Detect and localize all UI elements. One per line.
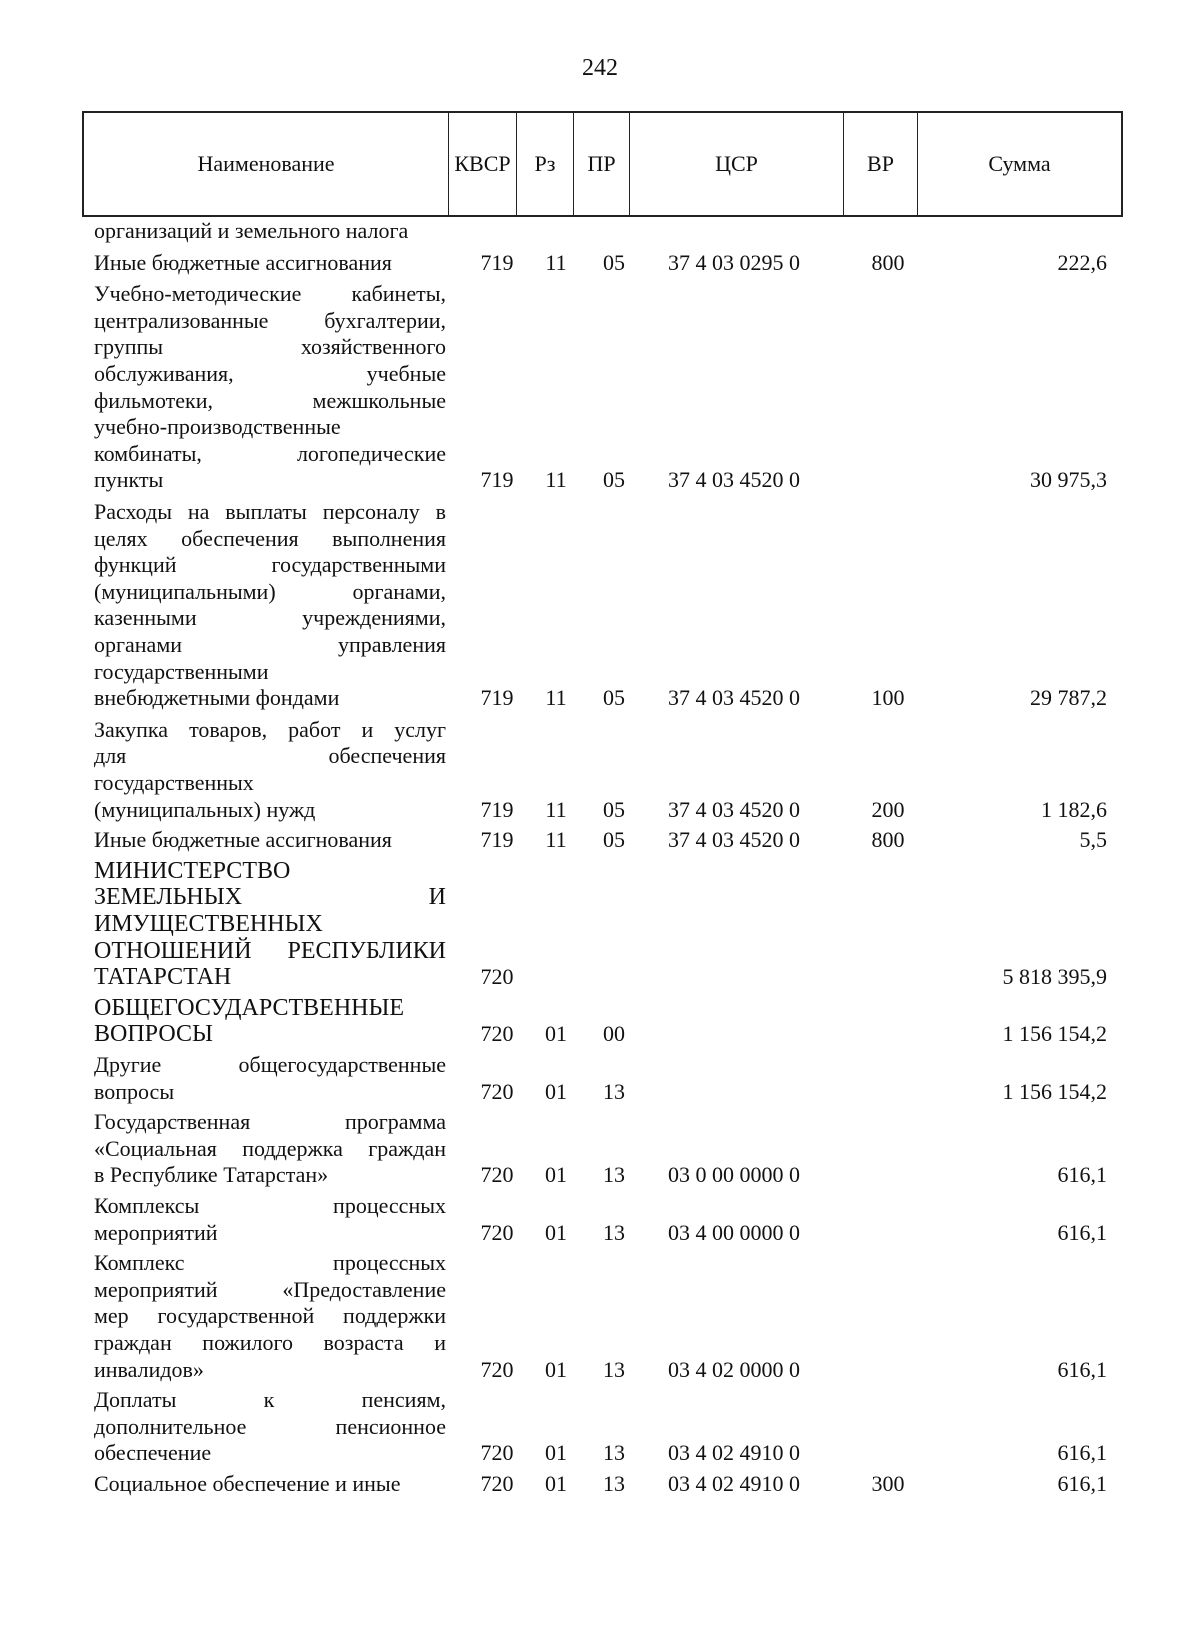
row-name-line: (муниципальных) нужд — [94, 796, 316, 822]
row-name-line: мероприятий — [94, 1219, 218, 1245]
table-row — [0, 1387, 1200, 1467]
cell-sum: 222,6 — [1057, 249, 1107, 275]
row-name-line: казенными учреждениями, — [94, 605, 446, 631]
row-name-line: обеспечение — [94, 1440, 212, 1466]
cell-pr: 05 — [603, 685, 625, 711]
row-name-line: в Республике Татарстан» — [94, 1162, 329, 1188]
cell-kvsr: 719 — [480, 249, 514, 275]
cell-csr: 37 4 03 4520 0 — [668, 467, 800, 493]
row-name-line: организаций и земельного налога — [94, 218, 409, 243]
cell-rz: 11 — [545, 685, 567, 711]
row-name-line: органами управления — [94, 631, 446, 657]
cell-kvsr: 719 — [480, 685, 514, 711]
cell-pr: 05 — [603, 467, 625, 493]
cell-rz: 01 — [545, 1162, 567, 1188]
row-name — [94, 858, 446, 991]
row-name-line: государственными — [94, 658, 269, 684]
cell-kvsr: 720 — [480, 1471, 514, 1496]
cell-pr: 13 — [603, 1440, 625, 1466]
cell-rz: 01 — [545, 1440, 567, 1466]
page-number: 242 — [582, 55, 618, 81]
table-row — [0, 1250, 1200, 1383]
row-name-line: фильмотеки, межшкольные — [94, 387, 446, 413]
header-csr: ЦСР — [630, 113, 844, 215]
row-name-line: учебно-производственные — [94, 414, 341, 440]
row-name-line: обслуживания, учебные — [94, 360, 446, 386]
row-name — [94, 1052, 446, 1105]
row-name — [94, 1109, 446, 1189]
row-name — [94, 281, 446, 494]
table-row — [0, 281, 1200, 494]
cell-kvsr: 720 — [480, 1219, 514, 1245]
row-name-line: Государственная программа — [94, 1109, 446, 1135]
table-row — [0, 827, 1200, 854]
row-name-line: (муниципальными) органами, — [94, 578, 446, 604]
row-name-line: пункты — [94, 467, 164, 493]
cell-csr: 03 4 00 0000 0 — [668, 1219, 800, 1245]
cell-pr: 05 — [603, 249, 625, 275]
cell-rz: 01 — [545, 1219, 567, 1245]
row-name — [94, 1250, 446, 1383]
cell-rz: 01 — [545, 1021, 567, 1047]
row-name — [94, 1387, 446, 1467]
cell-pr: 13 — [603, 1162, 625, 1188]
cell-rz: 11 — [545, 796, 567, 822]
cell-pr: 13 — [603, 1219, 625, 1245]
table-row — [0, 1193, 1200, 1246]
table-row — [0, 995, 1200, 1048]
row-name-line: внебюджетными фондами — [94, 685, 340, 711]
cell-kvsr: 719 — [480, 796, 514, 822]
cell-sum: 30 975,3 — [1030, 467, 1107, 493]
header-name: Наименование — [84, 113, 449, 215]
cell-vr: 200 — [871, 796, 905, 822]
cell-csr: 37 4 03 4520 0 — [668, 685, 800, 711]
table-row — [0, 858, 1200, 991]
table-row — [0, 499, 1200, 712]
cell-pr: 13 — [603, 1356, 625, 1382]
cell-rz: 11 — [545, 827, 567, 853]
cell-csr: 03 0 00 0000 0 — [668, 1162, 800, 1188]
row-name-line: ОТНОШЕНИЙ РЕСПУБЛИКИ — [94, 937, 446, 964]
row-name-line: Расходы на выплаты персоналу в — [94, 499, 446, 524]
cell-kvsr: 720 — [480, 964, 514, 990]
row-name — [94, 717, 446, 823]
row-name — [94, 250, 446, 277]
row-name — [94, 218, 446, 245]
row-name-line: Комплексы процессных — [94, 1193, 446, 1218]
row-name — [94, 827, 446, 854]
table-header — [82, 111, 1123, 217]
table-row — [0, 218, 1200, 245]
cell-kvsr: 720 — [480, 1162, 514, 1188]
cell-pr: 05 — [603, 827, 625, 853]
row-name — [94, 995, 446, 1048]
table-row — [0, 250, 1200, 277]
row-name-line: Социальное обеспечение и иные — [94, 1471, 401, 1496]
row-name-line: Закупка товаров, работ и услуг — [94, 716, 446, 742]
row-name-line: Комплекс процессных — [94, 1250, 446, 1276]
cell-pr: 13 — [603, 1471, 625, 1496]
row-name-line: ЗЕМЕЛЬНЫХ И — [94, 884, 446, 911]
cell-rz: 11 — [545, 467, 567, 493]
row-name-line: централизованные бухгалтерии, — [94, 307, 446, 333]
header-kvsr: КВСР — [449, 113, 517, 215]
cell-sum: 616,1 — [1057, 1356, 1107, 1382]
table-row — [0, 1109, 1200, 1189]
row-name-line: ИМУЩЕСТВЕННЫХ — [94, 910, 323, 937]
row-name-line: группы хозяйственного — [94, 334, 446, 360]
row-name-line: целях обеспечения выполнения — [94, 525, 446, 551]
row-name-line: государственных — [94, 769, 254, 795]
row-name-line: вопросы — [94, 1078, 175, 1104]
row-name-line: «Социальная поддержка граждан — [94, 1135, 446, 1161]
row-name-line: ВОПРОСЫ — [94, 1021, 213, 1048]
header-sum: Сумма — [988, 151, 1051, 176]
cell-csr: 03 4 02 4910 0 — [668, 1471, 800, 1496]
row-name-line: для обеспечения — [94, 743, 446, 769]
cell-kvsr: 720 — [480, 1078, 514, 1104]
row-name-line: МИНИСТЕРСТВО — [94, 857, 291, 884]
cell-rz: 01 — [545, 1471, 567, 1496]
row-name-line: дополнительное пенсионное — [94, 1413, 446, 1439]
row-name-line: мероприятий «Предоставление — [94, 1276, 446, 1302]
table-row — [0, 1052, 1200, 1105]
cell-kvsr: 720 — [480, 1356, 514, 1382]
cell-csr: 03 4 02 0000 0 — [668, 1356, 800, 1382]
header-pr: ПР — [574, 113, 630, 215]
cell-kvsr: 719 — [480, 827, 514, 853]
header-rz: Рз — [517, 113, 574, 215]
cell-sum: 616,1 — [1057, 1219, 1107, 1245]
cell-csr: 03 4 02 4910 0 — [668, 1440, 800, 1466]
row-name-line: мер государственной поддержки — [94, 1303, 446, 1329]
cell-kvsr: 720 — [480, 1021, 514, 1047]
row-name-line: ТАТАРСТАН — [94, 964, 232, 991]
row-name-line: Другие общегосударственные — [94, 1052, 446, 1077]
row-name-line: инвалидов» — [94, 1356, 204, 1382]
header-vr: ВР — [844, 113, 918, 215]
cell-kvsr: 719 — [480, 467, 514, 493]
cell-vr: 800 — [871, 249, 905, 275]
cell-pr: 13 — [603, 1078, 625, 1104]
cell-sum: 5,5 — [1079, 827, 1107, 853]
row-name-line: функций государственными — [94, 552, 446, 578]
cell-sum: 1 182,6 — [1041, 796, 1107, 822]
row-name — [94, 1471, 446, 1498]
row-name — [94, 499, 446, 712]
row-name — [94, 1193, 446, 1246]
cell-pr: 00 — [603, 1021, 625, 1047]
table-row — [0, 1471, 1200, 1498]
cell-csr: 37 4 03 4520 0 — [668, 796, 800, 822]
row-name-line: граждан пожилого возраста и — [94, 1329, 446, 1355]
row-name-line: ОБЩЕГОСУДАРСТВЕННЫЕ — [94, 994, 405, 1021]
cell-vr: 100 — [871, 685, 905, 711]
row-name-line: Иные бюджетные ассигнования — [94, 827, 392, 853]
cell-vr: 800 — [871, 827, 905, 853]
cell-rz: 01 — [545, 1078, 567, 1104]
cell-sum: 1 156 154,2 — [1002, 1078, 1107, 1104]
cell-sum: 616,1 — [1057, 1471, 1107, 1496]
cell-rz: 11 — [545, 249, 567, 275]
cell-sum: 5 818 395,9 — [1002, 964, 1107, 990]
cell-kvsr: 720 — [480, 1440, 514, 1466]
cell-sum: 616,1 — [1057, 1440, 1107, 1466]
row-name-line: Учебно-методические кабинеты, — [94, 281, 446, 307]
row-name-line: Доплаты к пенсиям, — [94, 1387, 446, 1413]
cell-rz: 01 — [545, 1356, 567, 1382]
cell-csr: 37 4 03 4520 0 — [668, 827, 800, 853]
cell-sum: 616,1 — [1057, 1162, 1107, 1188]
cell-vr: 300 — [871, 1471, 905, 1496]
row-name-line: Иные бюджетные ассигнования — [94, 249, 392, 275]
table-row — [0, 717, 1200, 823]
cell-sum: 1 156 154,2 — [1002, 1021, 1107, 1047]
cell-csr: 37 4 03 0295 0 — [668, 249, 800, 275]
row-name-line: комбинаты, логопедические — [94, 440, 446, 466]
cell-sum: 29 787,2 — [1030, 685, 1107, 711]
cell-pr: 05 — [603, 796, 625, 822]
